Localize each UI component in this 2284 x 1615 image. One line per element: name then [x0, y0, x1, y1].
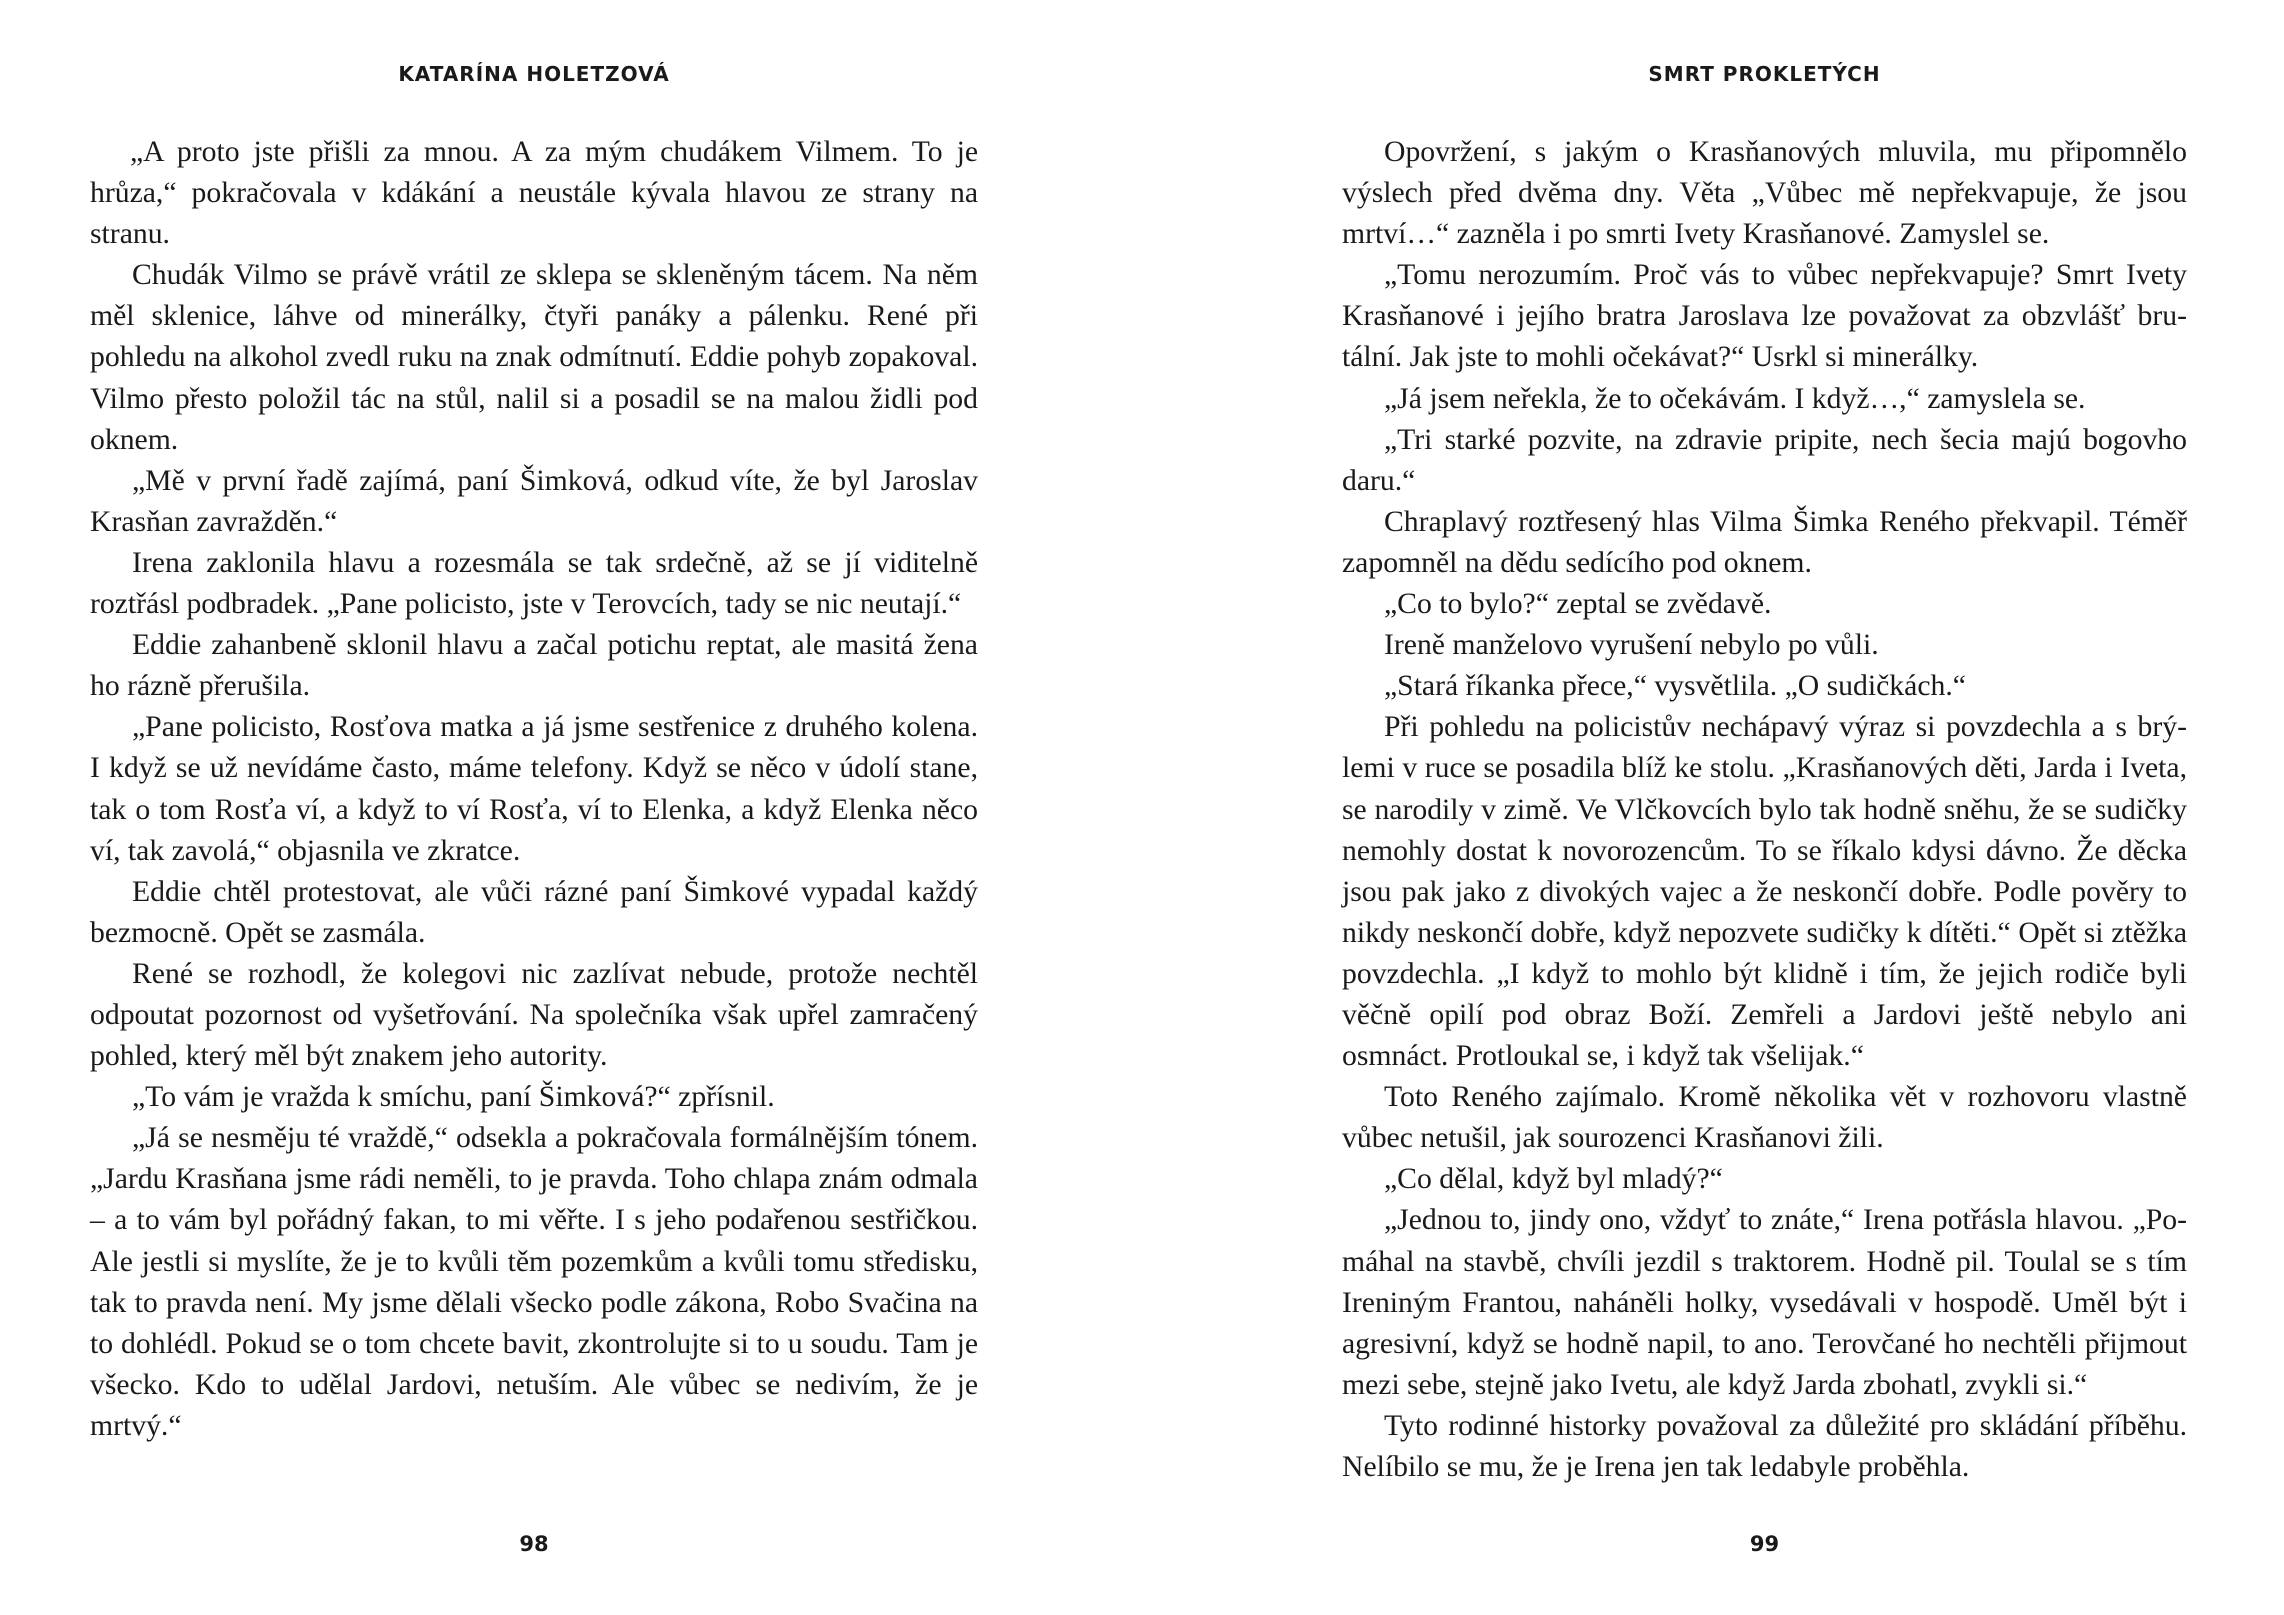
running-head-author: KATARÍNA HOLETZOVÁ: [398, 62, 670, 86]
paragraph: „Já se nesměju té vraždě,“ odsekla a pokračovala formálnějším tónem. „Jardu Krasňana jsme rádi neměli, to je pravda. Toho chlapa znám odmala – a to vám byl pořádný fakan, to mi věřte. I s jeho podařenou sestřičkou. Ale jestli si myslíte, že je to kvůli těm pozemkům a kvůli tomu středisku, tak to pravda není. My jsme dělali všecko podle zákona, Robo Svačina na to dohlédl. Pokud se o tom chcete bavit, zkontrolujte si to u soudu. Tam je všecko. Kdo to udělal Jardovi, netuším. Ale vůbec se nedivím, že je mrtvý.“: [90, 1122, 978, 1442]
paragraph: „Tri starké pozvite, na zdravie pripite, nech šecia majú bogovho daru.“: [1342, 423, 2187, 497]
paragraph: „To vám je vražda k smíchu, paní Šimková?“ zpřísnil.: [132, 1081, 775, 1114]
paragraph: „Pane policisto, Rosťova matka a já jsme sestřenice z druhého kolena. I když se už nevídáme často, máme telefony. Když se něco v údolí stane, tak o tom Rosťa ví, a když to ví Rosťa, ví to Elenka, a když Elenka něco ví, tak zavolá,“ objasnila ve zkratce.: [90, 711, 978, 867]
paragraph: Opovržení, s jakým o Krasňanových mluvila, mu připomnělo výslech před dvěma dny. Věta „Vůbec mě nepřekvapuje, že jsou mrtví…“ zazněla i po smrti Ivety Krasňanové. Zamyslel se.: [1342, 136, 2187, 251]
page-number-right: 99: [1749, 1532, 1780, 1556]
right-page-body: [1342, 132, 2187, 1488]
paragraph: Toto Reného zajímalo. Kromě několika vět v rozhovoru vlastně vůbec netušil, jak sourozenci Krasňanovi žili.: [1342, 1081, 2187, 1155]
paragraph: „Co to bylo?“ zeptal se zvědavě.: [1384, 588, 1772, 621]
running-head-title: SMRT PROKLETÝCH: [1648, 62, 1881, 86]
paragraph: René se rozhodl, že kolegovi nic zazlívat nebude, protože nechtěl odpoutat pozornost od vyšetřování. Na společníka však upřel zamračený pohled, který měl být znakem jeho autority.: [90, 957, 978, 1073]
paragraph: „Co dělal, když byl mladý?“: [1384, 1163, 1723, 1196]
paragraph: „Tomu nerozumím. Proč vás to vůbec nepřekvapuje? Smrt Ivety Krasňanové i jejího bratra Jaroslava lze považovat za obzvlášť brutální. Jak jste to mohli očekávat?“ Usrkl si minerálky.: [1342, 259, 2187, 374]
paragraph: Irena zaklonila hlavu a rozesmála se tak srdečně, až se jí viditelně roztřásl podbradek. „Pane policisto, jste v Terovcích, tady se nic neutají.“: [90, 546, 978, 621]
left-page-body: [90, 132, 978, 1447]
left-page: [90, 0, 978, 1615]
paragraph: Ireně manželovo vyrušení nebylo po vůli.: [1384, 629, 1879, 662]
paragraph: Eddie zahanbeně sklonil hlavu a začal potichu reptat, ale masitá žena ho rázně přerušila.: [90, 629, 978, 703]
right-page: [1342, 0, 2187, 1615]
paragraph: „Já jsem neřekla, že to očekávám. I když…,“ zamyslela se.: [1384, 382, 2086, 415]
paragraph: „Mě v první řadě zajímá, paní Šimková, odkud víte, že byl Jaroslav Krasňan zavražděn.“: [90, 464, 978, 538]
paragraph: Chudák Vilmo se právě vrátil ze sklepa se skleněným tácem. Na něm měl sklenice, láhve od minerálky, čtyři panáky a pálenku. René při pohledu na alkohol zvedl ruku na znak odmítnutí. Eddie pohyb zopakoval. Vilmo přesto položil tác na stůl, nalil si a posadil se na malou židli pod oknem.: [90, 259, 978, 456]
paragraph: Při pohledu na policistův nechápavý výraz si povzdechla a s brýlemi v ruce se posadila blíž ke stolu. „Krasňanových děti, Jarda i Iveta, se narodily v zimě. Ve Vlčkovcích bylo tak hodně sněhu, že se sudičky nemohly dostat k novorozencům. To se říkalo kdysi dávno. Že děcka jsou pak jako z divokých vajec a že neskončí dobře. Podle pověry to nikdy neskončí dobře, když nepozvete sudičky k dítěti.“ Opět si ztěžka povzdechla. „I když to mohlo být klidně i tím, že jejich rodiče byli věčně opilí pod obraz Boží. Zemřeli a Jardovi ještě nebylo ani osmnáct. Protloukal se, i když tak všelijak.“: [1342, 711, 2187, 1073]
paragraph: Eddie chtěl protestovat, ale vůči rázné paní Šimkové vypadal každý bezmocně. Opět se zasmála.: [90, 875, 978, 949]
paragraph: Chraplavý roztřesený hlas Vilma Šimka Reného překvapil. Téměř zapomněl na dědu sedícího pod oknem.: [1342, 505, 2187, 579]
paragraph: „Stará říkanka přece,“ vysvětlila. „O sudičkách.“: [1384, 670, 1966, 703]
paragraph: Tyto rodinné historky považoval za důležité pro skládání příběhu. Nelíbilo se mu, že je Irena jen tak ledabyle proběhla.: [1342, 1409, 2187, 1483]
paragraph: „Jednou to, jindy ono, vždyť to znáte,“ Irena potřásla hlavou. „Pomáhal na stavbě, chvíli jezdil s traktorem. Hodně pil. Toulal se s tím Ireniným Frantou, naháněli holky, vysedávali v hospodě. Uměl být i agresivní, když se hodně napil, to ano. Terovčané ho nechtěli přijmout mezi sebe, stejně jako Ivetu, ale když Jarda zbohatl, zvykli si.“: [1342, 1204, 2187, 1401]
page-number-left: 98: [519, 1532, 549, 1556]
paragraph: „A proto jste přišli za mnou. A za mým chudákem Vilmem. To je hrůza,“ pokračovala v kdákání a neustále kývala hlavou ze strany na stranu.: [90, 136, 978, 251]
